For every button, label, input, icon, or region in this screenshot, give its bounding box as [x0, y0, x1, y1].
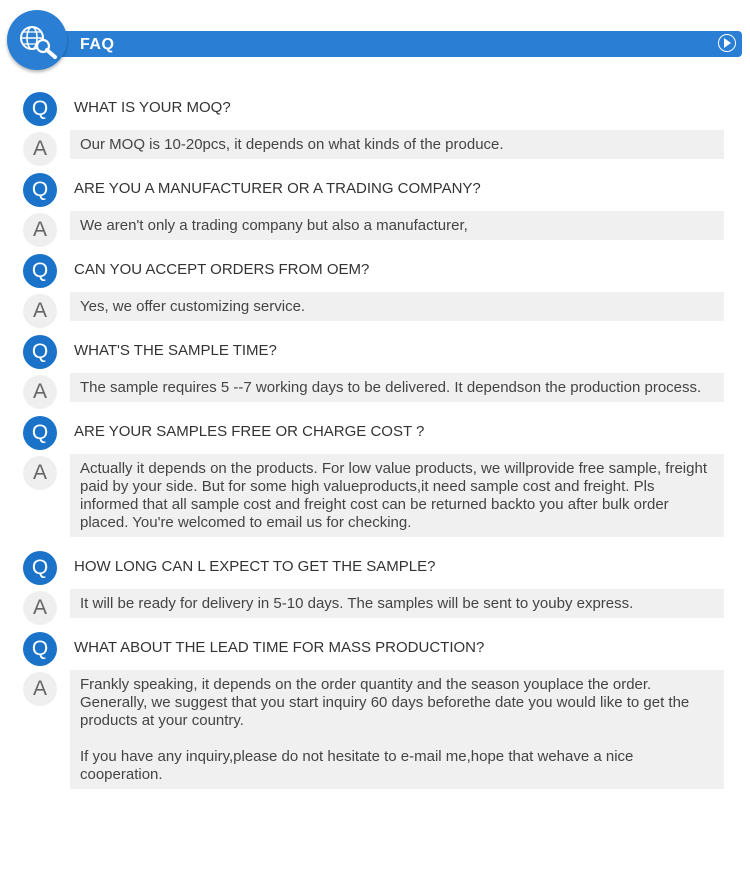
answer-badge: A [23, 456, 57, 490]
answer-badge: A [23, 672, 57, 706]
answer-badge: A [23, 375, 57, 409]
answer-text: Our MOQ is 10-20pcs, it depends on what kinds of the produce. [80, 136, 504, 153]
question-badge: Q [23, 254, 57, 288]
question-text: ARE YOUR SAMPLES FREE OR CHARGE COST ? [74, 423, 425, 440]
globe-search-icon [7, 10, 67, 70]
question-badge: Q [23, 92, 57, 126]
faq-answer-row [0, 292, 750, 321]
question-text: CAN YOU ACCEPT ORDERS FROM OEM? [74, 261, 370, 278]
faq-question-row [0, 410, 750, 450]
faq-question-row [0, 545, 750, 585]
header-bar [40, 31, 742, 57]
faq-answer-row [0, 670, 750, 789]
faq-question-row [0, 248, 750, 288]
answer-badge: A [23, 132, 57, 166]
answer-text: It will be ready for delivery in 5-10 days. The samples will be sent to youby express. [80, 595, 634, 612]
answer-badge: A [23, 213, 57, 247]
faq-question-row [0, 86, 750, 126]
answer-text: If you have any inquiry,please do not hesitate to e-mail me,hope that wehave a nice cooperation. [80, 748, 634, 783]
answer-text: The sample requires 5 --7 working days to be delivered. It dependson the production process. [80, 379, 702, 396]
question-text: WHAT ABOUT THE LEAD TIME FOR MASS PRODUCTION? [74, 639, 485, 656]
answer-box [70, 670, 724, 789]
answer-box [70, 454, 724, 537]
question-badge: Q [23, 551, 57, 585]
faq-question-row [0, 167, 750, 207]
faq-question-row [0, 329, 750, 369]
answer-text: Yes, we offer customizing service. [80, 298, 306, 315]
answer-text: Frankly speaking, it depends on the order quantity and the season youplace the order. Generally, we suggest that you start inquiry 60 days beforethe date you would like to get the products at your country. [80, 676, 690, 729]
answer-badge: A [23, 591, 57, 625]
question-text: ARE YOU A MANUFACTURER OR A TRADING COMPANY? [74, 180, 481, 197]
question-badge: Q [23, 335, 57, 369]
question-badge: Q [23, 632, 57, 666]
faq-question-row [0, 626, 750, 666]
play-circle-icon[interactable] [718, 34, 736, 52]
answer-box [70, 292, 724, 321]
faq-answer-row [0, 211, 750, 240]
header-title: FAQ [80, 36, 115, 53]
question-badge: Q [23, 173, 57, 207]
faq-answer-row [0, 454, 750, 537]
question-text: WHAT IS YOUR MOQ? [74, 99, 231, 116]
faq-answer-row [0, 373, 750, 402]
faq-list [0, 84, 750, 797]
answer-box [70, 373, 724, 402]
faq-answer-row [0, 130, 750, 159]
answer-box [70, 130, 724, 159]
answer-badge: A [23, 294, 57, 328]
answer-box [70, 589, 724, 618]
question-text: HOW LONG CAN L EXPECT TO GET THE SAMPLE? [74, 558, 436, 575]
faq-header [0, 0, 750, 75]
answer-box [70, 211, 724, 240]
answer-text: Actually it depends on the products. For low value products, we willprovide free sample, freight paid by your side. But for some high valueproducts,it need sample cost and freight. Pls informed that all sample cost and freight cost can be returned backto you after bulk order placed. You're welcomed to email us for checking. [80, 460, 707, 531]
faq-answer-row [0, 589, 750, 618]
question-badge: Q [23, 416, 57, 450]
question-text: WHAT'S THE SAMPLE TIME? [74, 342, 277, 359]
answer-text: We aren't only a trading company but also a manufacturer, [80, 217, 468, 234]
